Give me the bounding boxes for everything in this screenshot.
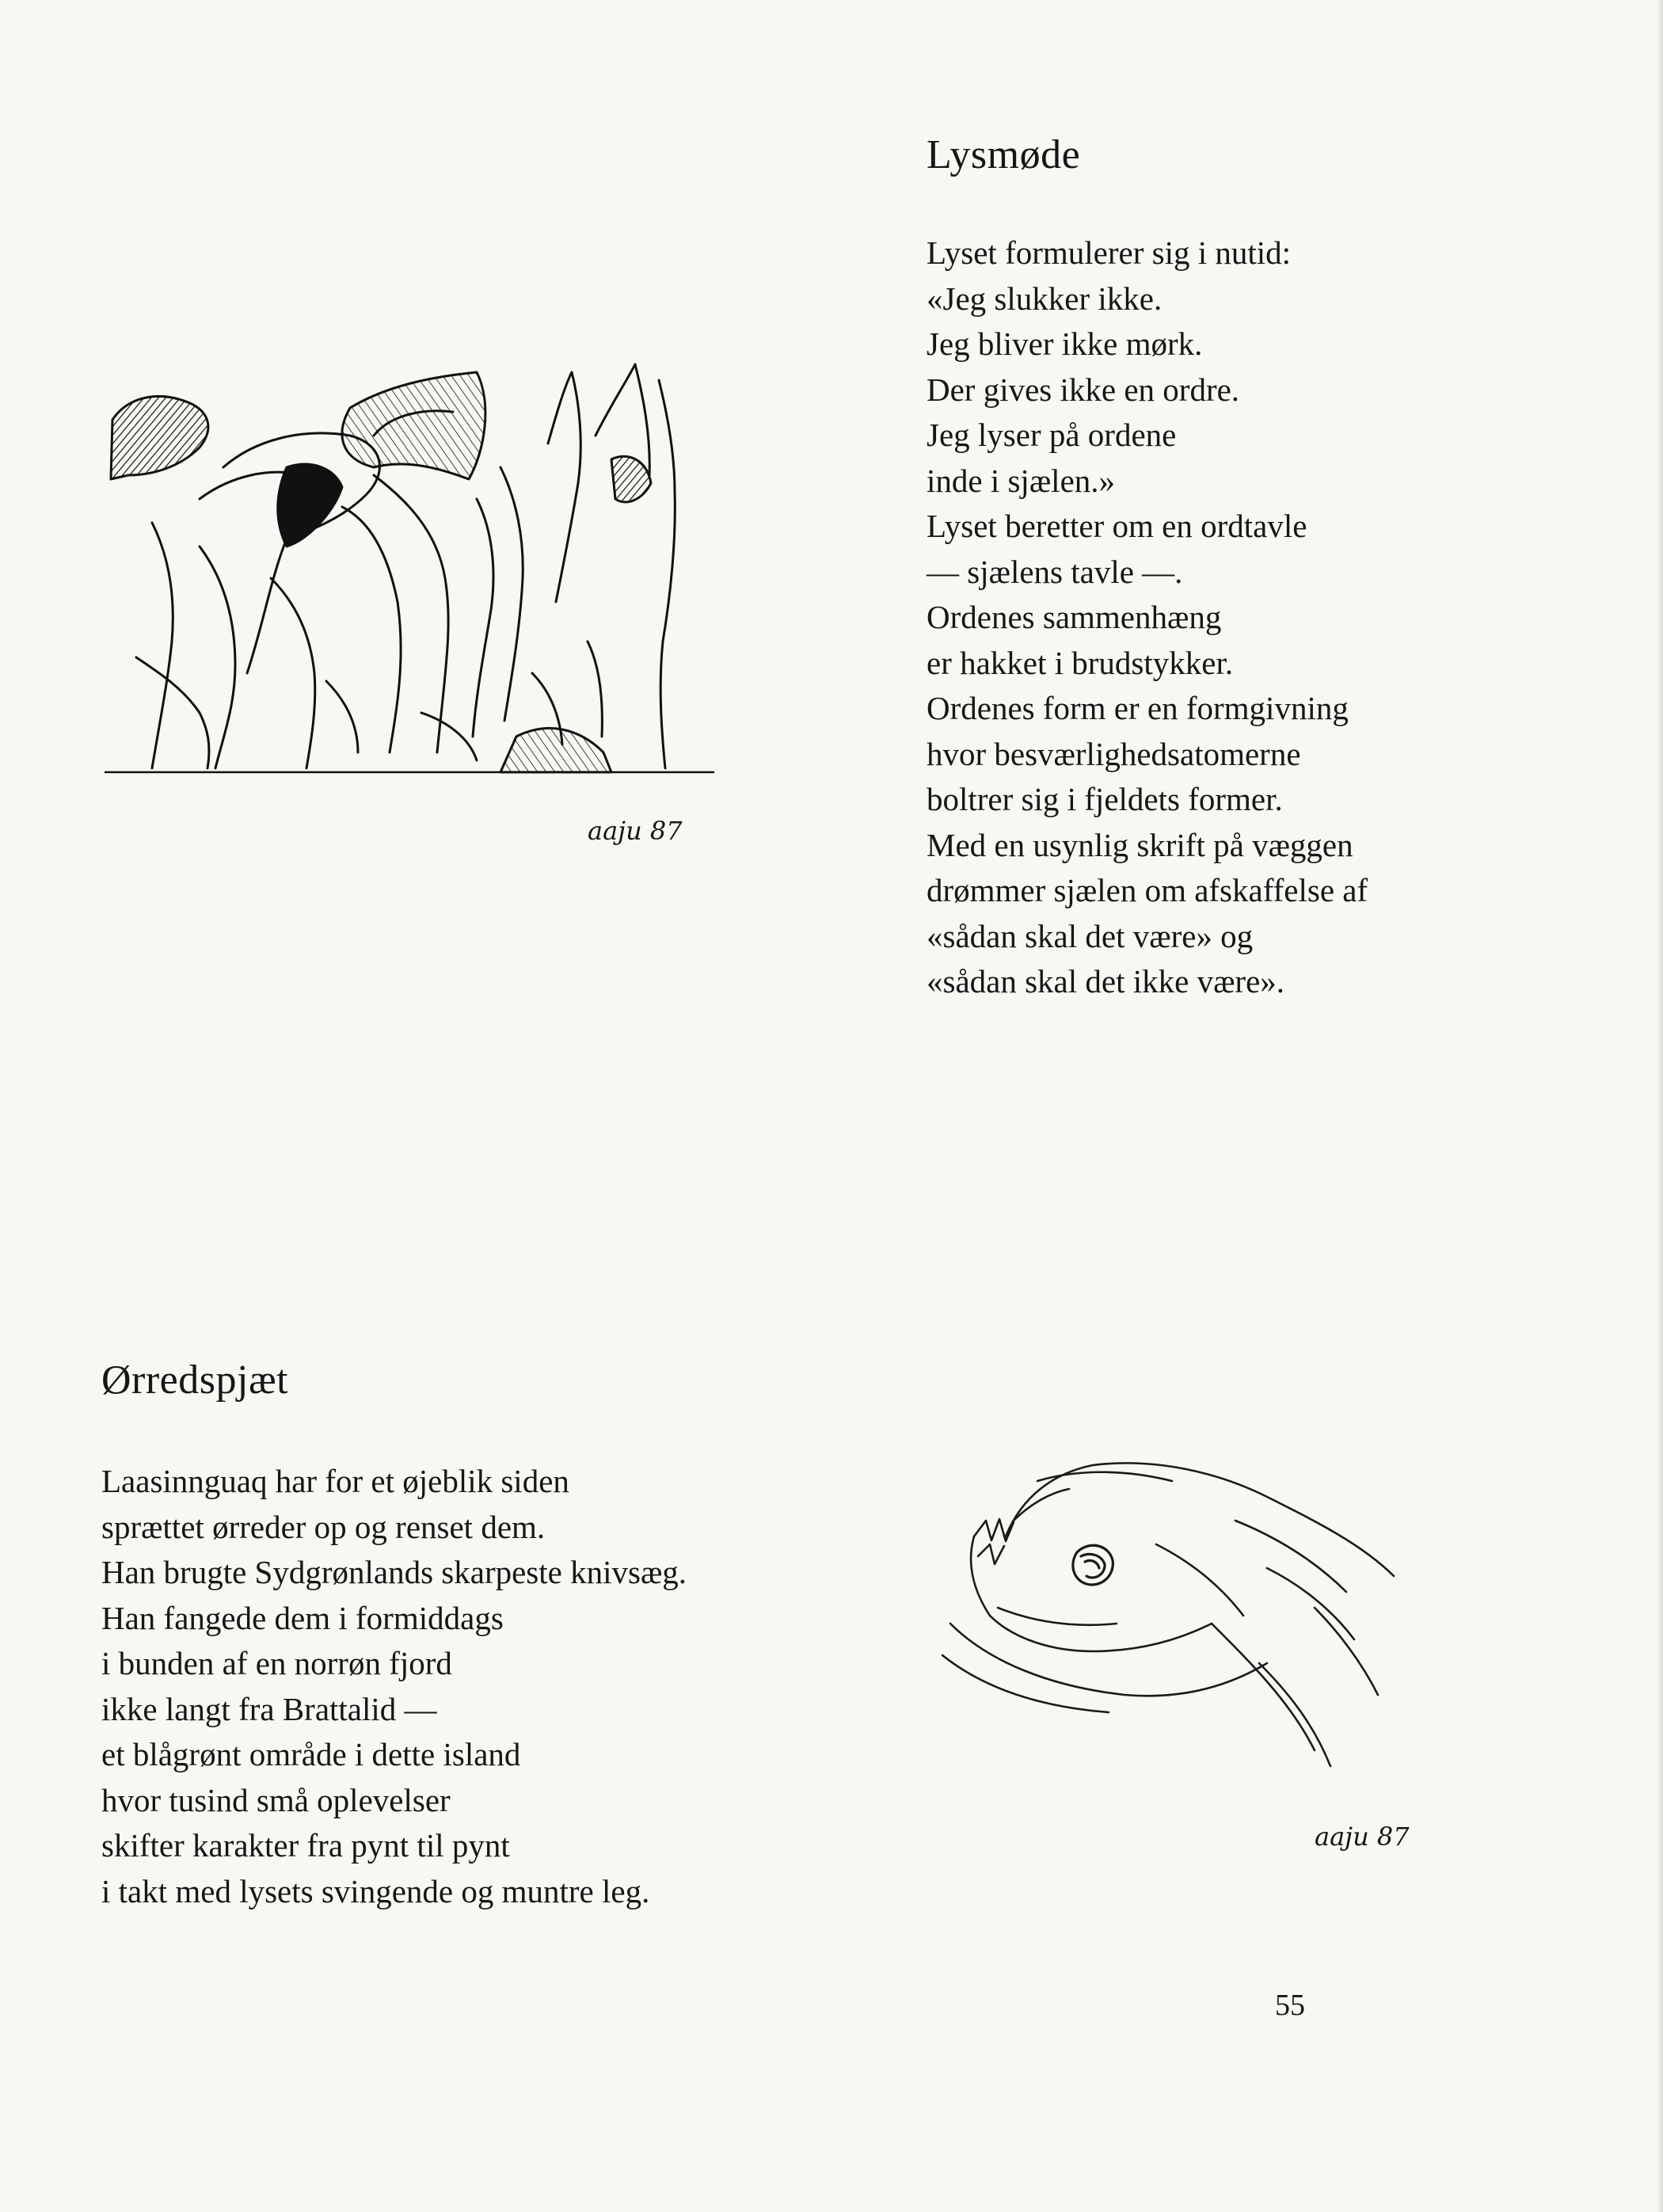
poem-line: Lyset beretter om en ordtavle bbox=[927, 508, 1307, 544]
artist-signature: aaju 87 bbox=[588, 816, 683, 846]
poem-line: et blågrønt område i dette island bbox=[101, 1736, 521, 1772]
poem-line: boltrer sig i fjeldets former. bbox=[927, 781, 1283, 817]
poem-line: Med en usynlig skrift på væggen bbox=[927, 826, 1353, 863]
poem-line: i takt med lysets svingende og muntre leg. bbox=[101, 1872, 650, 1909]
poem-line: — sjælens tavle —. bbox=[927, 553, 1183, 590]
poem-line: hvor tusind små oplevelser bbox=[101, 1781, 451, 1818]
poem-title: Lysmøde bbox=[927, 132, 1081, 177]
mountain-ink-drawing bbox=[105, 341, 714, 846]
poem-line: er hakket i brudstykker. bbox=[927, 644, 1234, 681]
poem-line: Laasinnguaq har for et øjeblik siden bbox=[101, 1463, 569, 1499]
poem-line: «sådan skal det ikke være». bbox=[927, 963, 1285, 999]
poem-line: i bunden af en norrøn fjord bbox=[101, 1645, 452, 1681]
poem-line: Han fangede dem i formiddags bbox=[101, 1599, 504, 1636]
poem-line: «sådan skal det være» og bbox=[927, 917, 1254, 954]
poem-line: drømmer sjælen om afskaffelse af bbox=[927, 872, 1368, 908]
artist-signature: aaju 87 bbox=[1315, 1822, 1410, 1852]
poem-line: ikke langt fra Brattalid — bbox=[101, 1690, 437, 1727]
poem-line: Lyset formulerer sig i nutid: bbox=[927, 234, 1292, 271]
page-number: 55 bbox=[1275, 1989, 1305, 2022]
poem-line: Der gives ikke en ordre. bbox=[927, 371, 1240, 408]
poem-line: Ordenes sammenhæng bbox=[927, 599, 1222, 635]
poem-title: Ørredspjæt bbox=[101, 1357, 289, 1403]
poem-line: hvor besværlighedsatomerne bbox=[927, 735, 1301, 772]
poem-line: inde i sjælen.» bbox=[927, 462, 1116, 499]
poem-body bbox=[101, 1459, 687, 1914]
poem-line: Han brugte Sydgrønlands skarpeste knivsæg. bbox=[101, 1554, 687, 1590]
poem-orredspjaet bbox=[101, 1357, 687, 1914]
poem-line: Jeg lyser på ordene bbox=[927, 417, 1177, 453]
poem-line: Jeg bliver ikke mørk. bbox=[927, 326, 1203, 362]
poem-line: skifter karakter fra pynt til pynt bbox=[101, 1827, 510, 1864]
mountain-drawing-svg bbox=[105, 341, 714, 780]
page-edge-shadow bbox=[1657, 0, 1663, 2212]
poem-lysmode bbox=[927, 132, 1368, 1005]
trout-ink-sketch bbox=[919, 1426, 1410, 1852]
poem-body bbox=[927, 230, 1368, 1005]
poem-line: sprættet ørreder op og renset dem. bbox=[101, 1508, 546, 1545]
poem-line: Ordenes form er en formgivning bbox=[927, 690, 1349, 726]
poem-line: «Jeg slukker ikke. bbox=[927, 280, 1163, 317]
trout-drawing-svg bbox=[919, 1426, 1410, 1790]
